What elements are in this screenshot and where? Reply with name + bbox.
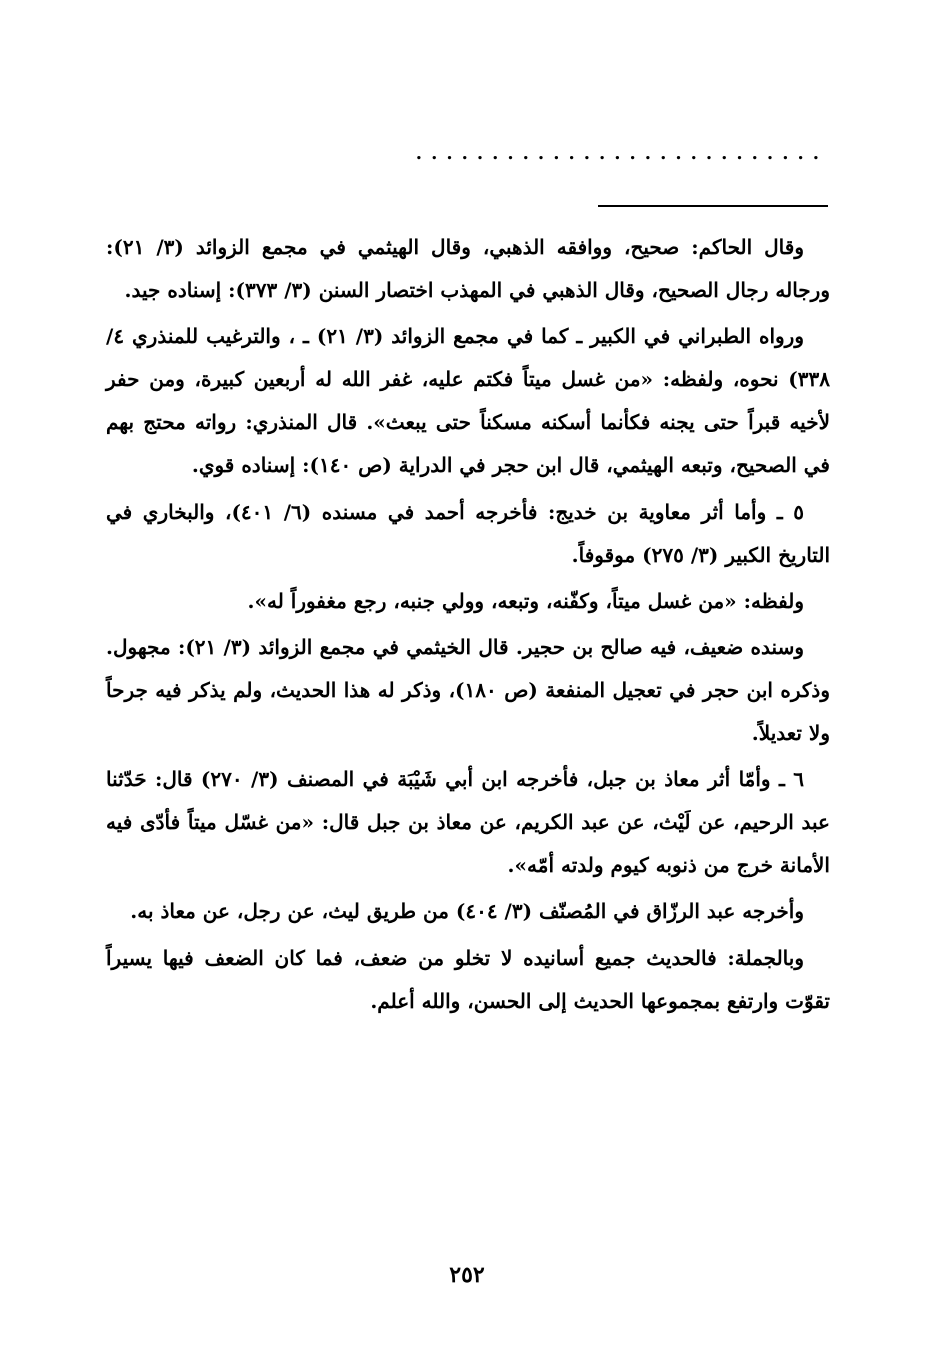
paragraph-hakim: وقال الحاكم: صحيح، ووافقه الذهبي، وقال الهيثمي في مجمع الزوائد (٣/ ٢١): ورجاله رجال الصحيح، وقال الذهبي في المهذب اختصار السنن (٣/ ٣٧٣): إسناده جيد. [106,235,830,303]
footnote-rule [598,205,828,207]
paragraph-conclusion: وبالجملة: فالحديث جميع أسانيده لا تخلو من ضعف، فما كان الضعف فيها يسيراً تقوّت وارتفع بمجموعها الحديث إلى الحسن، والله أعلم. [106,945,830,1013]
footnote-text-block [106,226,830,1023]
paragraph-muawiya: ٥ ـ وأما أثر معاوية بن خديج: فأخرجه أحمد في مسنده (٦/ ٤٠١)، والبخاري في التاريخ الكبير (٣/ ٢٧٥) موقوفاً. [106,499,830,567]
dotted-separator: ........................... [415,144,828,164]
page-number: ٢٥٢ [449,1262,485,1288]
paragraph-muadh: ٦ ـ وأمّا أثر معاذ بن جبل، فأخرجه ابن أبي شَيْبَة في المصنف (٣/ ٢٧٠) قال: حَدّثنا عبد الرحيم، عن لَيْث، عن عبد الكريم، عن معاذ بن جبل قال: «من غسّل ميتاً فأدّى فيه الأمانة خرج من ذنوبه كيوم ولدته أمّه». [106,767,830,878]
paragraph-muawiya-wording: ولفظه: «من غسل ميتاً، وكفّنه، وتبعه، وولي جنبه، رجع مغفوراً له». [247,588,804,613]
paragraph-tabarani: ورواه الطبراني في الكبير ـ كما في مجمع الزوائد (٣/ ٢١) ـ ، والترغيب للمنذري ٤/ ٣٣٨) نحوه، ولفظه: «من غسل ميتاً فكتم عليه، غفر الله له أربعين كبيرة، ومن حفر لأخيه قبراً حتى يجنه فكأنما أسكنه مسكناً حتى يبعث». قال المنذري: رواته محتج بهم في الصحيح، وتبعه الهيثمي، قال ابن حجر في الدراية (ص ١٤٠): إسناده قوي. [106,324,830,478]
paragraph-abdulrazzaq: وأخرجه عبد الرزّاق في المُصنّف (٣/ ٤٠٤) من طريق ليث، عن رجل، عن معاذ به. [130,899,804,924]
paragraph-muawiya-chain: وسنده ضعيف، فيه صالح بن حجير. قال الخيثمي في مجمع الزوائد (٣/ ٢١): مجهول. وذكره ابن حجر في تعجيل المنفعة (ص ١٨٠)، وذكر له هذا الحديث، ولم يذكر فيه جرحاً ولا تعديلاً. [106,634,830,746]
